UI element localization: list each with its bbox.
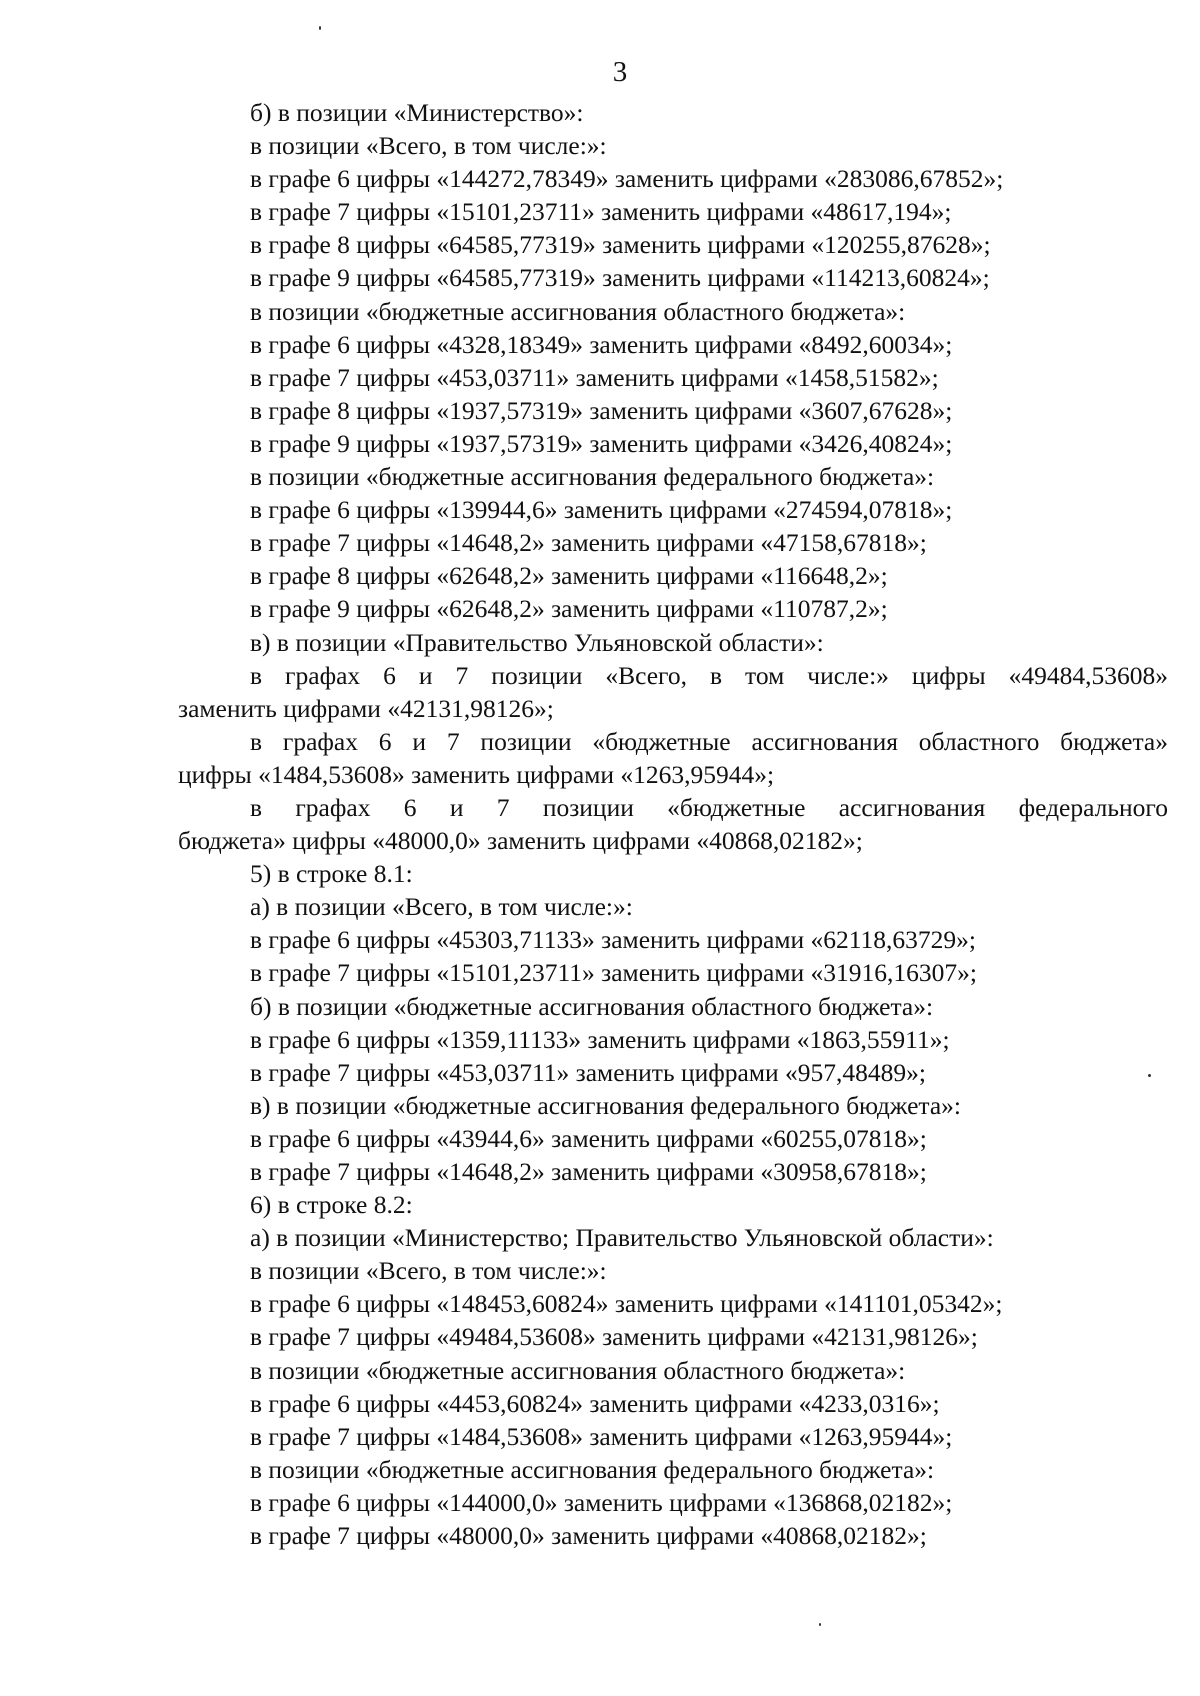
paragraph-continuation: цифры «1484,53608» заменить цифрами «1263,95944»; [178,759,775,789]
paragraph-line: в графе 9 цифры «64585,77319» заменить цифрами «114213,60824»; [250,263,990,293]
paragraph-line: в графе 7 цифры «453,03711» заменить цифрами «957,48489»; [250,1057,926,1087]
scan-speck [319,26,321,30]
scan-speck [1148,1074,1151,1077]
paragraph-line: в графе 7 цифры «1484,53608» заменить цифрами «1263,95944»; [250,1421,953,1451]
scan-speck [819,1623,821,1626]
paragraph-first-line: в графах 6 и 7 позиции «Всего, в том числе:» цифры «49484,53608» [250,660,1168,690]
paragraph-line: в позиции «бюджетные ассигнования федерального бюджета»: [250,462,935,492]
paragraph-line: в графе 7 цифры «14648,2» заменить цифрами «30958,67818»; [250,1157,927,1186]
paragraph-line: в) в позиции «бюджетные ассигнования федерального бюджета»: [250,1090,961,1120]
document-body [178,96,1168,1552]
paragraph-continuation: заменить цифрами «42131,98126»; [178,693,554,723]
paragraph-line: б) в позиции «Министерство»: [250,98,584,127]
paragraph-line: в графе 6 цифры «4453,60824» заменить цифрами «4233,0316»; [250,1388,940,1418]
paragraph-continuation: бюджета» цифры «48000,0» заменить цифрами «40868,02182»; [178,826,863,856]
paragraph-line: 6) в строке 8.2: [250,1190,413,1220]
paragraph-line: в графе 6 цифры «144272,78349» заменить цифрами «283086,67852»; [250,164,1004,194]
paragraph-line: в графе 8 цифры «64585,77319» заменить цифрами «120255,87628»; [250,230,991,260]
paragraph-line: в графе 7 цифры «14648,2» заменить цифрами «47158,67818»; [250,528,927,558]
paragraph-line: а) в позиции «Министерство; Правительство Ульяновской области»: [250,1223,994,1253]
paragraph-line: в графе 6 цифры «4328,18349» заменить цифрами «8492,60034»; [250,329,953,359]
paragraph-line: в позиции «Всего, в том числе:»: [250,1256,607,1286]
paragraph-line: в позиции «бюджетные ассигнования областного бюджета»: [250,296,906,326]
paragraph-line: б) в позиции «бюджетные ассигнования областного бюджета»: [250,991,934,1021]
paragraph-line: в графе 7 цифры «15101,23711» заменить цифрами «48617,194»; [250,197,952,227]
paragraph-line: в графе 8 цифры «62648,2» заменить цифрами «116648,2»; [250,561,888,591]
paragraph-line: в графе 9 цифры «62648,2» заменить цифрами «110787,2»; [250,594,888,624]
page-number: 3 [612,56,628,88]
paragraph-line: в графе 9 цифры «1937,57319» заменить цифрами «3426,40824»; [250,428,953,458]
paragraph-line: в графе 6 цифры «43944,6» заменить цифрами «60255,07818»; [250,1123,927,1153]
paragraph-line: в позиции «Всего, в том числе:»: [250,131,607,161]
paragraph-line: в) в позиции «Правительство Ульяновской области»: [250,627,824,657]
paragraph-line: в графе 6 цифры «45303,71133» заменить цифрами «62118,63729»; [250,925,977,955]
paragraph-line: в позиции «бюджетные ассигнования областного бюджета»: [250,1355,906,1385]
paragraph-line: в графе 8 цифры «1937,57319» заменить цифрами «3607,67628»; [250,395,953,425]
paragraph-line: 5) в строке 8.1: [250,859,413,889]
paragraph-line: в графе 7 цифры «453,03711» заменить цифрами «1458,51582»; [250,362,939,392]
paragraph-line: в графе 7 цифры «49484,53608» заменить цифрами «42131,98126»; [250,1322,978,1352]
paragraph-first-line: в графах 6 и 7 позиции «бюджетные ассигнования федерального [250,792,1168,822]
paragraph-line: в графе 6 цифры «144000,0» заменить цифрами «136868,02182»; [250,1487,953,1517]
paragraph-line: в графе 7 цифры «15101,23711» заменить цифрами «31916,16307»; [250,958,977,988]
paragraph-line: в позиции «бюджетные ассигнования федерального бюджета»: [250,1454,935,1484]
paragraph-line: в графе 6 цифры «139944,6» заменить цифрами «274594,07818»; [250,495,953,525]
paragraph-line: а) в позиции «Всего, в том числе:»: [250,892,633,922]
paragraph-line: в графе 6 цифры «1359,11133» заменить цифрами «1863,55911»; [250,1024,950,1054]
paragraph-line: в графе 7 цифры «48000,0» заменить цифрами «40868,02182»; [250,1521,927,1551]
paragraph-line: в графе 6 цифры «148453,60824» заменить цифрами «141101,05342»; [250,1289,1003,1319]
paragraph-first-line: в графах 6 и 7 позиции «бюджетные ассигнования областного бюджета» [250,726,1168,756]
